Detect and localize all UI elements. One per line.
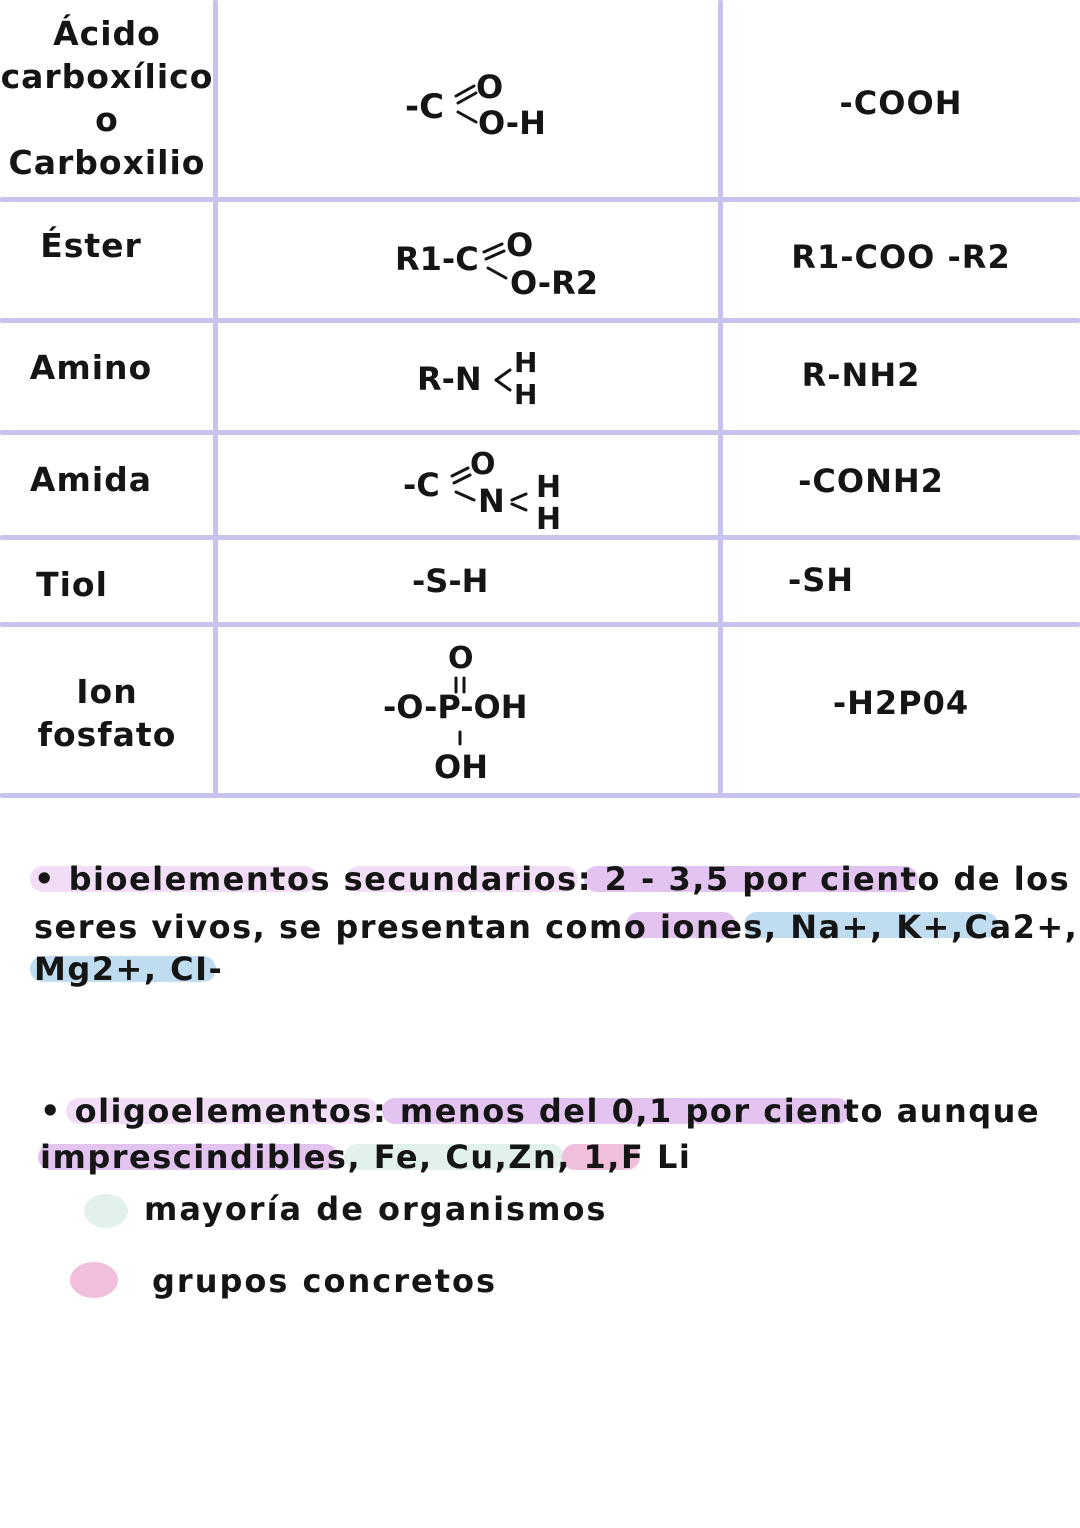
text: seres vivos, se presentan como: [34, 908, 648, 946]
svg-text:O: O: [448, 641, 474, 676]
row-name-fosfato: [0, 670, 214, 756]
row-name-tiol: Tiol: [36, 565, 108, 604]
ions: Na+, K+,Ca2+,: [790, 908, 1079, 946]
text: de los: [953, 860, 1071, 898]
name-line: Carboxilio: [8, 143, 206, 182]
svg-text:O: O: [476, 68, 504, 106]
term-impres: imprescindibles: [40, 1138, 348, 1176]
svg-text:O: O: [470, 447, 496, 482]
row-abbr-ester: R1-COO -R2: [791, 238, 1011, 276]
structure-amino: [414, 344, 554, 414]
text: ,: [763, 908, 791, 946]
legend-label: grupos concretos: [152, 1262, 498, 1300]
row-name-ester: Éster: [40, 226, 142, 265]
row-abbr-carboxilo: -COOH: [839, 84, 963, 122]
elements-common: , Fe, Cu,Zn, 1: [347, 1138, 608, 1176]
name-line: fosfato: [37, 715, 177, 754]
svg-text:H: H: [536, 502, 562, 537]
svg-text:O: O: [506, 226, 534, 264]
note-line: [34, 946, 223, 992]
term-secundarios: bioelementos secundarios:: [68, 860, 592, 898]
table-divider: [0, 622, 1080, 627]
structure-amida: [400, 442, 580, 537]
legend-swatch-pink: [70, 1262, 118, 1298]
name-line: Ácido: [53, 14, 161, 53]
structure-tiol: [412, 556, 522, 606]
term-oligo: oligoelementos:: [74, 1092, 388, 1130]
svg-text:-C: -C: [405, 87, 445, 127]
table-divider: [0, 793, 1080, 798]
svg-text:R-N: R-N: [417, 360, 482, 398]
term-iones: iones: [659, 908, 764, 946]
svg-text:H: H: [514, 378, 538, 411]
row-name-amida: Amida: [29, 460, 153, 499]
table-divider: [0, 430, 1080, 435]
svg-text:H: H: [514, 346, 538, 379]
elements-specific: ,F Li: [607, 1138, 692, 1176]
table-divider: [0, 318, 1080, 323]
structure-carboxilo: [400, 60, 570, 150]
svg-text:N: N: [478, 482, 505, 520]
note-line: [34, 904, 1078, 950]
name-line: Ion: [76, 672, 138, 711]
note-line: [40, 1134, 691, 1180]
svg-text:-S-H: -S-H: [412, 562, 489, 600]
table-divider: [0, 197, 1080, 202]
structure-ester: [392, 222, 622, 302]
row-name-carboxilo: [0, 12, 214, 184]
svg-text:H: H: [536, 470, 562, 505]
bullet: •: [34, 860, 56, 898]
svg-text:-C: -C: [403, 466, 440, 504]
bullet: •: [40, 1092, 62, 1130]
ions: Mg2+, CI-: [34, 950, 224, 988]
name-line: o: [95, 100, 119, 139]
svg-text:OH: OH: [434, 748, 488, 786]
svg-text:O-R2: O-R2: [510, 264, 598, 302]
row-name-amino: Amino: [29, 348, 153, 387]
svg-text:R1-C: R1-C: [395, 240, 479, 278]
svg-text:-O-P-OH: -O-P-OH: [383, 688, 528, 726]
amount-oligo: menos del 0,1 por ciento: [399, 1092, 884, 1130]
name-line: carboxílico: [0, 57, 214, 96]
row-abbr-fosfato: -H2P04: [832, 684, 970, 722]
row-abbr-amino: R-NH2: [801, 356, 921, 394]
structure-fosfato: [380, 636, 560, 786]
note-bioelementos-secundarios: [34, 856, 1070, 902]
amount-secundarios: 2 - 3,5 por ciento: [604, 860, 941, 898]
legend-label: mayoría de organismos: [144, 1190, 608, 1228]
row-abbr-amida: -CONH2: [798, 462, 944, 500]
row-abbr-tiol: -SH: [787, 561, 855, 599]
svg-text:O-H: O-H: [478, 104, 546, 142]
note-oligoelementos: [40, 1088, 1040, 1134]
text: aunque: [896, 1092, 1041, 1130]
legend-swatch-mint: [84, 1194, 128, 1228]
